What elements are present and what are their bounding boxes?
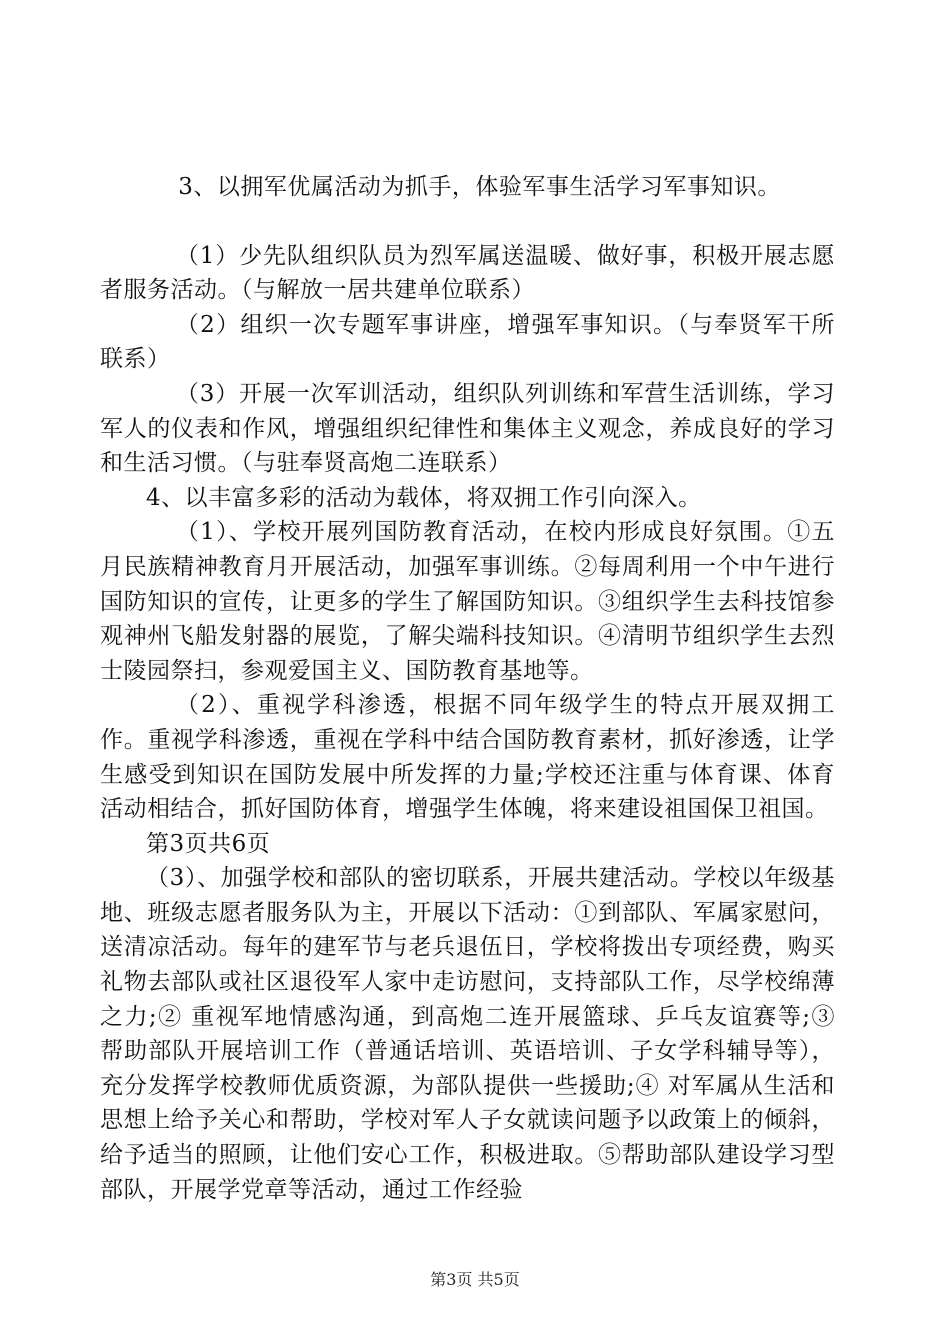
paragraph-item-2: （2）组织一次专题军事讲座，增强军事知识。（与奉贤军干所联系） — [100, 311, 835, 373]
paragraph-item-1: （1）少先队组织队员为烈军属送温暖、做好事，积极开展志愿者服务活动。（与解放一居共建单位联系） — [100, 242, 835, 304]
inline-page-marker: 第3页共6页 — [146, 830, 271, 857]
paragraph-4-item-2: （2）、重视学科渗透，根据不同年级学生的特点开展双拥工作。重视学科渗透，重视在学科中结合国防教育素材，抓好渗透，让学生感受到知识在国防发展中所发挥的力量;学校还注重与体育课、体育活动相结合，抓好国防体育，增强学生体魄，将来建设祖国保卫祖国。 — [100, 692, 835, 823]
paragraph-item-3: （3）开展一次军训活动，组织队列训练和军营生活训练，学习军人的仪表和作风，增强组织纪律性和集体主义观念，养成良好的学习和生活习惯。（与驻奉贤高炮二连联系） — [100, 380, 835, 477]
paragraph-4-item-1: （1）、学校开展列国防教育活动，在校内形成良好氛围。①五月民族精神教育月开展活动，加强军事训练。②每周利用一个中午进行国防知识的宣传，让更多的学生了解国防知识。③组织学生去科技馆参观神州飞船发射器的展览，了解尖端科技知识。④清明节组织学生去烈士陵园祭扫，参观爱国主义、国防教育基地等。 — [100, 519, 835, 684]
section-heading-4: 4、以丰富多彩的活动为载体，将双拥工作引向深入。 — [146, 484, 702, 511]
document-body — [100, 170, 835, 1207]
paragraph-4-item-3: （3）、加强学校和部队的密切联系，开展共建活动。学校以年级基地、班级志愿者服务队为主，开展以下活动：①到部队、军属家慰问，送清凉活动。每年的建军节与老兵退伍日，学校将拨出专项经费，购买礼物去部队或社区退役军人家中走访慰问，支持部队工作，尽学校绵薄之力;② 重视军地情感沟通，到高炮二连开展篮球、乒乓友谊赛等;③ 帮助部队开展培训工作（普通话培训、英语培训、子女学科辅导等），充分发挥学校教师优质资源，为部队提供一些援助;④ 对军属从生活和思想上给予关心和帮助，学校对军人子女就读问题予以政策上的倾斜，给予适当的照顾，让他们安心工作，积极进取。⑤帮助部队建设学习型部队，开展学党章等活动，通过工作经验 — [100, 865, 835, 1203]
page-footer: 第3页 共5页 — [430, 1270, 520, 1289]
section-heading-3: 3、以拥军优属活动为抓手，体验军事生活学习军事知识。 — [178, 174, 781, 200]
